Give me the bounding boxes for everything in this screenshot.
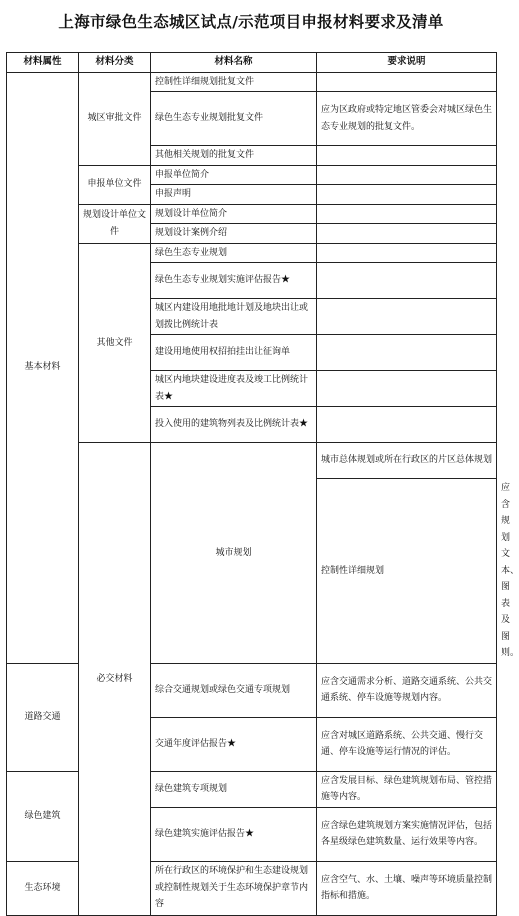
material-name-cell: 规划设计单位简介 (151, 204, 317, 224)
requirement-cell: 应为区政府或特定地区管委会对城区绿色生态专业规划的批复文件。 (317, 92, 497, 146)
material-name-cell: 城区内建设用地批地计划及地块出让或划拨比例统计表 (151, 299, 317, 335)
table-row (7, 204, 497, 224)
category-cell: 规划设计单位文件 (79, 204, 151, 243)
material-name-cell: 绿色建筑实施评估报告★ (151, 807, 317, 861)
requirement-cell (317, 335, 497, 371)
material-name-cell: 绿色生态专业规划批复文件 (151, 92, 317, 146)
material-name-cell: 交通年度评估报告★ (151, 717, 317, 771)
requirement-cell (317, 72, 497, 92)
header-category: 材料分类 (79, 53, 151, 73)
requirement-cell: 应含对城区道路系统、公共交通、慢行交通、停车设施等运行情况的评估。 (317, 717, 497, 771)
requirement-cell (317, 371, 497, 407)
table-row (7, 72, 497, 92)
table-row (7, 243, 497, 263)
requirement-cell: 应含空气、水、土壤、噪声等环境质量控制指标和措施。 (317, 861, 497, 915)
requirement-cell (317, 263, 497, 299)
table-row: 控制性详细规划 应含规划文本、图表及图则。 (7, 479, 497, 664)
requirement-cell (317, 185, 497, 205)
material-name-cell: 绿色生态专业规划实施评估报告★ (151, 263, 317, 299)
material-name-cell: 申报声明 (151, 185, 317, 205)
requirement-cell: 应含交通需求分析、道路交通系统、公共交通系统、停车设施等规划内容。 (317, 663, 497, 717)
requirement-cell (317, 243, 497, 263)
material-name-cell: 城市总体规划或所在行政区的片区总体规划 (317, 443, 497, 479)
table-header-row (7, 53, 497, 73)
header-requirement: 要求说明 (317, 53, 497, 73)
header-attribute: 材料属性 (7, 53, 79, 73)
header-material-name: 材料名称 (151, 53, 317, 73)
requirement-cell (317, 165, 497, 185)
category-cell: 城市规划 (151, 443, 317, 664)
requirement-cell: 应含绿色建筑规划方案实施情况评估，包括各星级绿色建筑数量、运行效果等内容。 (317, 807, 497, 861)
materials-table (6, 52, 519, 916)
requirement-cell: 应含发展目标、绿色建筑规划布局、管控措施等内容。 (317, 771, 497, 807)
requirement-cell (317, 299, 497, 335)
material-name-cell: 其他相关规划的批复文件 (151, 146, 317, 166)
material-name-cell: 控制性详细规划批复文件 (151, 72, 317, 92)
table-row (7, 443, 497, 479)
table-row (7, 165, 497, 185)
category-cell: 生态环境 (7, 861, 79, 915)
material-name-cell: 综合交通规划或绿色交通专项规划 (151, 663, 317, 717)
category-cell: 申报单位文件 (79, 165, 151, 204)
requirement-cell (317, 224, 497, 244)
requirement-cell (317, 146, 497, 166)
category-cell: 道路交通 (7, 663, 79, 771)
material-name-cell: 规划设计案例介绍 (151, 224, 317, 244)
material-name-cell: 所在行政区的环境保护和生态建设规划或控制性规划关于生态环境保护章节内容 (151, 861, 317, 915)
material-name-cell: 绿色生态专业规划 (151, 243, 317, 263)
document-title: 上海市绿色生态城区试点/示范项目申报材料要求及清单 (58, 13, 444, 31)
material-name-cell: 城区内地块建设进度表及竣工比例统计表★ (151, 371, 317, 407)
material-name-cell: 绿色建筑专项规划 (151, 771, 317, 807)
requirement-cell (317, 407, 497, 443)
category-cell: 其他文件 (79, 243, 151, 443)
material-name-cell: 建设用地使用权招拍挂出让征询单 (151, 335, 317, 371)
attribute-cell: 必交材料 (79, 443, 151, 916)
category-cell: 城区审批文件 (79, 72, 151, 165)
requirement-cell (317, 204, 497, 224)
material-name-cell: 控制性详细规划 (317, 479, 497, 664)
material-name-cell: 投入使用的建筑物列表及比例统计表★ (151, 407, 317, 443)
category-cell: 绿色建筑 (7, 771, 79, 861)
attribute-cell: 基本材料 (7, 72, 79, 663)
material-name-cell: 申报单位简介 (151, 165, 317, 185)
